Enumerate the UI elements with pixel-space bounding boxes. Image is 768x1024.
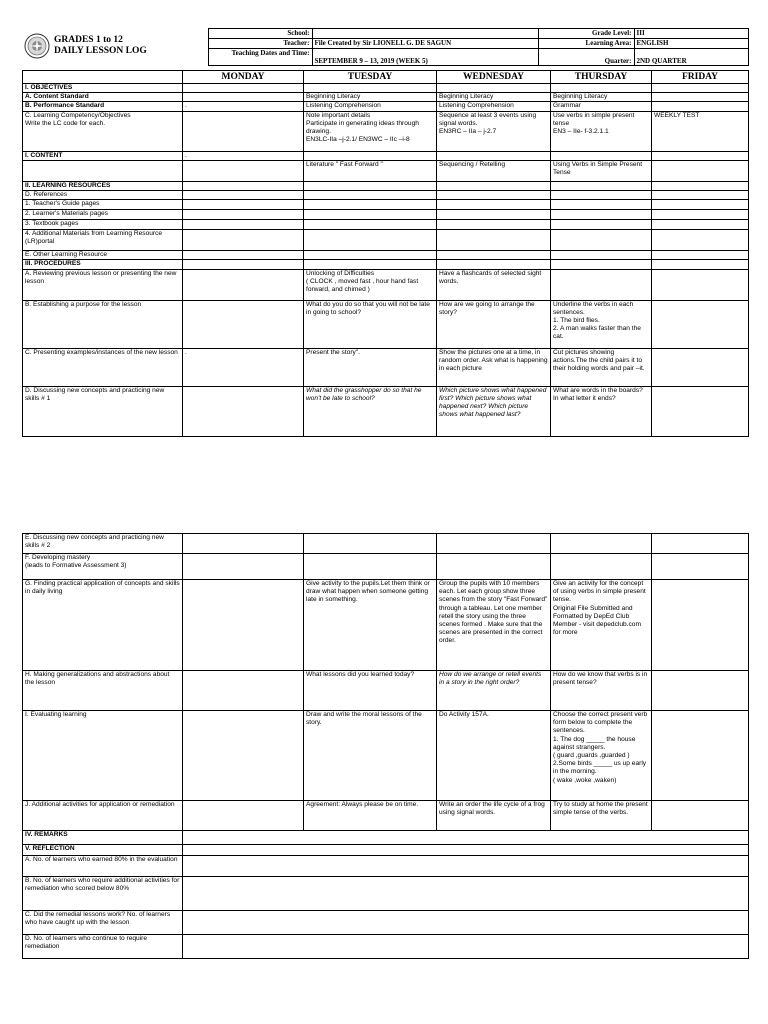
cell-wednesday: Have a flashcards of selected sight words. (437, 269, 551, 300)
cell-merged (183, 935, 749, 959)
table-row (23, 230, 749, 251)
lesson-log-page-1 (22, 28, 748, 437)
row-label: A. Reviewing previous lesson or presenting the new lesson (23, 269, 183, 300)
row-label: C. Presenting examples/instances of the new lesson (23, 348, 183, 386)
row-label: J. Additional activities for application or remediation (23, 801, 183, 831)
cell-tuesday: Draw and write the moral lessons of the story. (304, 711, 437, 801)
table-row (23, 801, 749, 831)
table-row (23, 160, 749, 181)
cell-monday (183, 191, 304, 200)
quarter-label: Quarter: (538, 49, 634, 66)
row-label: III. PROCEDURES (23, 260, 183, 269)
logo-title-line2: DAILY LESSON LOG (54, 45, 147, 56)
row-label: 2. Learner's Materials pages (23, 210, 183, 220)
cell-friday: WEEKLY TEST (652, 111, 749, 151)
row-label: D. No. of learners who continue to require remediation (23, 935, 183, 959)
cell-tuesday: Listening Comprehension (304, 102, 437, 111)
cell-wednesday: Group the pupils with 10 members each. Let each group show three scenes from the story "Fast Forward" through a tableau. Let one member retell the story using the three scenes formed . Make sure that the scenes are presented in the correct order. (437, 580, 551, 671)
table-row (23, 935, 749, 959)
cell-monday (183, 181, 304, 190)
day-header-monday: MONDAY (183, 71, 304, 84)
cell-tuesday: Literature " Fast Forward " (304, 160, 437, 181)
cell-friday (652, 191, 749, 200)
table-row (23, 151, 749, 160)
cell-thursday: Give an activity for the concept of using verbs in simple present tense. Original File Submitted and Formatted by DepEd Club Member - visit depedclub.com for more (551, 580, 652, 671)
cell-tuesday: Beginning Literacy (304, 93, 437, 102)
table-row (23, 877, 749, 911)
cell-friday (652, 580, 749, 671)
table-row (23, 191, 749, 200)
cell-tuesday: What do you do so that you will not be late in going to school? (304, 300, 437, 348)
cell-wednesday (437, 210, 551, 220)
cell-wednesday: How are we going to arrange the story? (437, 300, 551, 348)
row-label: B. Establishing a purpose for the lesson (23, 300, 183, 348)
cell-friday (652, 534, 749, 554)
school-value (312, 29, 538, 39)
cell-friday (652, 554, 749, 580)
cell-monday (183, 84, 304, 93)
cell-thursday: Try to study at home the present simple tense of the verbs. (551, 801, 652, 831)
table-row (23, 580, 749, 671)
cell-tuesday (304, 84, 437, 93)
row-label: A. Content Standard (23, 93, 183, 102)
cell-thursday (551, 181, 652, 190)
table-row (23, 102, 749, 111)
row-label: C. Learning Competency/Objectives Write the LC code for each. (23, 111, 183, 151)
cell-monday (183, 554, 304, 580)
cell-thursday: Choose the correct present verb form below to complete the sentences. 1. The dog _____ the house against strangers. ( guard ,guards ,guarded ) 2.Some birds _____ us up early in the morning. ( wake ,woke ,waken) (551, 711, 652, 801)
cell-tuesday (304, 210, 437, 220)
row-label (23, 160, 183, 181)
deped-seal-icon (24, 33, 50, 59)
learning-area-label: Learning Area: (538, 39, 634, 49)
cell-merged (183, 831, 749, 845)
cell-friday (652, 84, 749, 93)
cell-wednesday: Sequencing / Retelling (437, 160, 551, 181)
cell-monday (183, 671, 304, 711)
cell-tuesday (304, 220, 437, 230)
cell-wednesday (437, 84, 551, 93)
row-label: F. Developing mastery (leads to Formative Assessment 3) (23, 554, 183, 580)
row-label: 1. Teacher's Guide pages (23, 200, 183, 210)
row-label: B. No. of learners who require additional activities for remediation who scored below 80% (23, 877, 183, 911)
grade-level-label: Grade Level: (538, 29, 634, 39)
cell-monday (183, 210, 304, 220)
cell-friday (652, 200, 749, 210)
cell-thursday (551, 200, 652, 210)
cell-friday (652, 230, 749, 251)
day-header-wednesday: WEDNESDAY (437, 71, 551, 84)
table-row (23, 269, 749, 300)
cell-monday (183, 534, 304, 554)
cell-thursday: Using Verbs in Simple Present Tense (551, 160, 652, 181)
cell-merged (183, 877, 749, 911)
row-label: I. CONTENT (23, 151, 183, 160)
table-row (23, 554, 749, 580)
row-label: D. Discussing new concepts and practicing new skills # 1 (23, 386, 183, 436)
table-row (23, 251, 749, 260)
cell-thursday (551, 151, 652, 160)
table-row (23, 348, 749, 386)
cell-wednesday (437, 260, 551, 269)
row-label: B. Performance Standard (23, 102, 183, 111)
cell-wednesday: How do we arrange or retell events in a story in the right order? (437, 671, 551, 711)
cell-friday (652, 102, 749, 111)
cell-monday: . (183, 348, 304, 386)
cell-wednesday: Sequence at least 3 events using signal words. EN3RC – IIa – j-2.7 (437, 111, 551, 151)
logo-title-line1: GRADES 1 to 12 (54, 34, 123, 45)
cell-wednesday: Listening Comprehension (437, 102, 551, 111)
table-row (23, 386, 749, 436)
table-row (23, 220, 749, 230)
cell-wednesday: Show the pictures one at a time, in random order. Ask what is happening in each picture (437, 348, 551, 386)
cell-tuesday (304, 151, 437, 160)
cell-friday (652, 300, 749, 348)
grade-level-value: III (634, 29, 748, 39)
corner-cell (23, 71, 183, 84)
cell-thursday (551, 554, 652, 580)
cell-monday (183, 260, 304, 269)
school-label: School: (208, 29, 312, 39)
cell-thursday (551, 84, 652, 93)
cell-friday (652, 181, 749, 190)
cell-wednesday (437, 534, 551, 554)
cell-tuesday (304, 534, 437, 554)
table-row (23, 534, 749, 554)
cell-monday: . (183, 102, 304, 111)
cell-friday (652, 711, 749, 801)
cell-thursday (551, 269, 652, 300)
row-label: C. Did the remedial lessons work? No. of learners who have caught up with the lesson (23, 911, 183, 935)
cell-tuesday: Agreement: Always please be on time. (304, 801, 437, 831)
row-label: E. Other Learning Resource (23, 251, 183, 260)
cell-thursday (551, 230, 652, 251)
cell-thursday (551, 191, 652, 200)
cell-wednesday: Beginning Literacy (437, 93, 551, 102)
cell-merged (183, 856, 749, 877)
teaching-dates-label: Teaching Dates and Time: (208, 49, 312, 66)
row-label: A. No. of learners who earned 80% in the evaluation (23, 856, 183, 877)
cell-tuesday: Give activity to the pupils.Let them think or draw what happen when someone getting late in something. (304, 580, 437, 671)
cell-monday (183, 220, 304, 230)
cell-thursday: Cut pictures showing actions.The the child pairs it to their holding words and pair –it. (551, 348, 652, 386)
cell-tuesday: What lessons did you learned today? (304, 671, 437, 711)
cell-monday (183, 111, 304, 151)
teacher-value: File Created by Sir LIONELL G. DE SAGUN (312, 39, 538, 49)
cell-thursday: Use verbs in simple present tense EN3 – IIe- f-3.2.1.1 (551, 111, 652, 151)
lesson-log-page-2 (22, 533, 748, 959)
table-row (23, 84, 749, 93)
cell-wednesday (437, 554, 551, 580)
row-label: 3. Textbook pages (23, 220, 183, 230)
row-label: II. LEARNING RESOURCES (23, 181, 183, 190)
cell-monday (183, 801, 304, 831)
cell-friday (652, 671, 749, 711)
day-header-row (23, 71, 749, 84)
cell-friday (652, 348, 749, 386)
table-row (23, 111, 749, 151)
cell-wednesday (437, 220, 551, 230)
cell-wednesday (437, 230, 551, 251)
cell-tuesday: What did the grasshopper do so that he won't be late to school? (304, 386, 437, 436)
cell-friday (652, 386, 749, 436)
cell-thursday (551, 210, 652, 220)
teacher-label: Teacher: (208, 39, 312, 49)
cell-wednesday (437, 191, 551, 200)
cell-friday (652, 801, 749, 831)
cell-thursday: Underline the verbs in each sentences. 1. The bird flies. 2. A man walks faster than the cat. (551, 300, 652, 348)
cell-monday: . (183, 151, 304, 160)
cell-thursday (551, 260, 652, 269)
cell-monday (183, 251, 304, 260)
header-table (22, 28, 749, 66)
cell-tuesday: Note important details Participate in generating ideas through drawing. EN3LC-IIa –j-2.1/ EN3WC – IIc –i-8 (304, 111, 437, 151)
cell-friday (652, 93, 749, 102)
table-row (23, 300, 749, 348)
row-label: G. Finding practical application of concepts and skills in daily living (23, 580, 183, 671)
cell-monday (183, 93, 304, 102)
cell-friday (652, 269, 749, 300)
cell-friday (652, 210, 749, 220)
cell-wednesday (437, 181, 551, 190)
cell-monday (183, 300, 304, 348)
table-row (23, 711, 749, 801)
cell-tuesday (304, 181, 437, 190)
cell-wednesday (437, 200, 551, 210)
table-row (23, 671, 749, 711)
cell-tuesday (304, 230, 437, 251)
row-label: I. Evaluating learning (23, 711, 183, 801)
row-label: E. Discussing new concepts and practicing new skills # 2 (23, 534, 183, 554)
row-label: H. Making generalizations and abstractions about the lesson (23, 671, 183, 711)
table-row (23, 200, 749, 210)
cell-thursday (551, 251, 652, 260)
cell-tuesday (304, 191, 437, 200)
lesson-table-part-2 (22, 533, 749, 959)
cell-monday (183, 230, 304, 251)
table-row (23, 93, 749, 102)
row-label: D. References (23, 191, 183, 200)
cell-thursday (551, 534, 652, 554)
teaching-dates-value: SEPTEMBER 9 – 13, 2019 (WEEK 5) (312, 49, 538, 66)
table-row (23, 181, 749, 190)
cell-tuesday (304, 200, 437, 210)
cell-monday (183, 200, 304, 210)
cell-wednesday (437, 151, 551, 160)
cell-wednesday: Do Activity 157A. (437, 711, 551, 801)
cell-friday (652, 251, 749, 260)
row-label: IV. REMARKS (23, 831, 183, 845)
day-header-tuesday: TUESDAY (304, 71, 437, 84)
table-row (23, 260, 749, 269)
day-header-thursday: THURSDAY (551, 71, 652, 84)
cell-monday (183, 269, 304, 300)
cell-monday (183, 580, 304, 671)
logo-cell (22, 29, 208, 66)
row-label: V. REFLECTION (23, 845, 183, 856)
cell-friday (652, 260, 749, 269)
quarter-value: 2ND QUARTER (634, 49, 748, 66)
cell-wednesday (437, 251, 551, 260)
cell-monday (183, 711, 304, 801)
cell-thursday: Grammar (551, 102, 652, 111)
cell-friday (652, 160, 749, 181)
learning-area-value: ENGLISH (634, 39, 748, 49)
day-header-friday: FRIDAY (652, 71, 749, 84)
cell-thursday (551, 220, 652, 230)
table-row (23, 911, 749, 935)
cell-tuesday: Unlocking of Difficulties ( CLOCK , moved fast , hour hand fast forward, and chimed ) (304, 269, 437, 300)
cell-tuesday (304, 260, 437, 269)
cell-tuesday (304, 251, 437, 260)
table-row (23, 210, 749, 220)
cell-thursday: How do we know that verbs is in present tense? (551, 671, 652, 711)
cell-thursday: What are words in the boards? In what letter it ends? (551, 386, 652, 436)
cell-monday (183, 160, 304, 181)
cell-merged (183, 845, 749, 856)
cell-tuesday (304, 554, 437, 580)
row-label: 4. Additional Materials from Learning Resource (LR)portal (23, 230, 183, 251)
cell-merged (183, 911, 749, 935)
lesson-table-part-1 (22, 70, 749, 437)
table-row (23, 856, 749, 877)
row-label: I. OBJECTIVES (23, 84, 183, 93)
cell-wednesday: Write an order the life cycle of a frog using signal words. (437, 801, 551, 831)
cell-friday (652, 151, 749, 160)
table-row (23, 831, 749, 845)
table-row (23, 845, 749, 856)
cell-tuesday: Present the story". (304, 348, 437, 386)
cell-friday (652, 220, 749, 230)
cell-monday (183, 386, 304, 436)
cell-thursday: Beginning Literacy (551, 93, 652, 102)
cell-wednesday: Which picture shows what happened first? Which picture shows what happened next? Which picture shows what happened last? (437, 386, 551, 436)
